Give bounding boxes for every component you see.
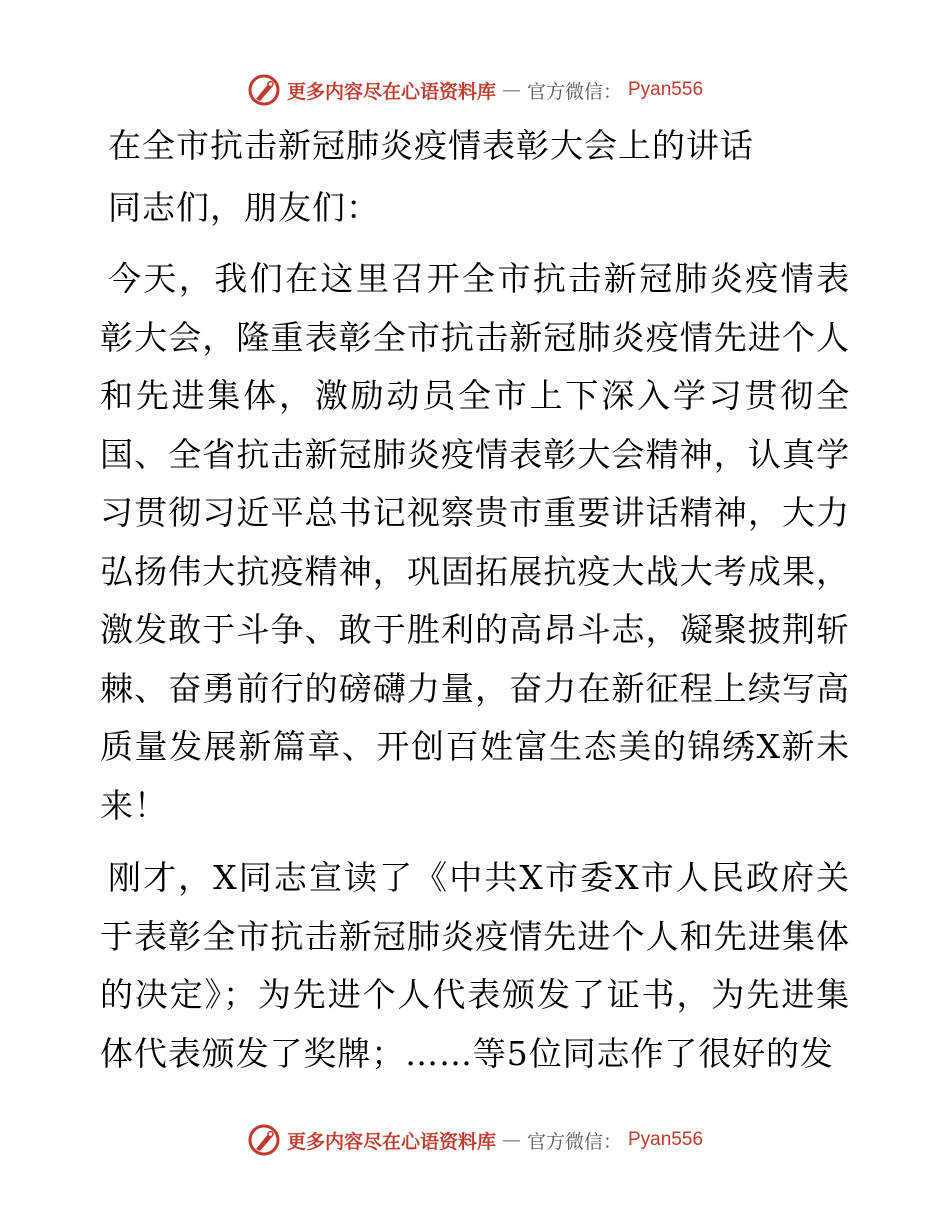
header-banner <box>0 70 950 110</box>
document-title: 在全市抗击新冠肺炎疫情表彰大会上的讲话 <box>108 126 754 165</box>
pen-logo-icon <box>247 1123 281 1157</box>
document-body <box>100 118 850 1083</box>
banner-separator: — <box>501 79 521 101</box>
banner-wechat-label: 官方微信： <box>526 80 622 103</box>
footer-banner <box>0 1120 950 1160</box>
banner-wechat-id: Pyan556 <box>628 79 704 100</box>
banner-brand-text: 更多内容尽在心语资料库 <box>286 1130 496 1153</box>
banner-wechat-label: 官方微信： <box>526 1130 622 1153</box>
paragraph: 今天，我们在这里召开全市抗击新冠肺炎疫情表彰大会，隆重表彰全市抗击新冠肺炎疫情先进个人和先进集体，激励动员全市上下深入学习贯彻全国、全省抗击新冠肺炎疫情表彰大会精神，认真学习贯彻习近平总书记视察贵市重要讲话精神，大力弘扬伟大抗疫精神，巩固拓展抗疫大战大考成果，激发敢于斗争、敢于胜利的高昂斗志，凝聚披荆斩棘、奋勇前行的磅礴力量，奋力在新征程上续写高质量发展新篇章、开创百姓富生态美的锦绣X新未来！ <box>100 259 850 825</box>
banner-brand-text: 更多内容尽在心语资料库 <box>286 80 496 103</box>
paragraph: 刚才，X同志宣读了《中共X市委X市人民政府关于表彰全市抗击新冠肺炎疫情先进个人和先进集体的决定》；为先进个人代表颁发了证书，为先进集体代表颁发了奖牌；……等5位同志作了很好的发 <box>100 858 850 1073</box>
salutation: 同志们，朋友们： <box>108 188 380 227</box>
banner-separator: — <box>501 1129 521 1151</box>
pen-logo-icon <box>247 73 281 107</box>
banner-wechat-id: Pyan556 <box>628 1129 704 1150</box>
